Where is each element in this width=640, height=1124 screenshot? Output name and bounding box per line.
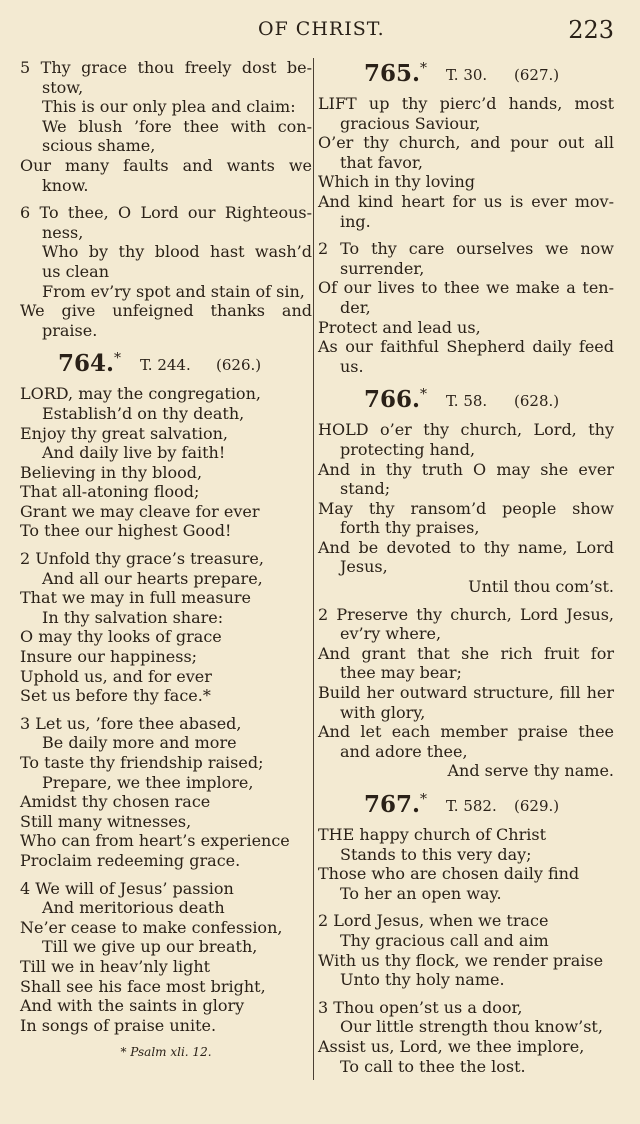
verse-line: praise.	[42, 320, 98, 340]
verse-line: And in thy truth O may she ever	[318, 459, 614, 479]
running-title: OF CHRIST.	[258, 18, 385, 40]
asterisk-mark: *	[420, 791, 428, 808]
verse-line: 6 To thee, O Lord our Righteous-	[20, 203, 312, 223]
verse-line: 4 We will of Jesus’ passion	[20, 878, 234, 898]
stanza-gap	[318, 376, 614, 384]
verse-line: And grant that she rich fruit for	[318, 643, 614, 663]
verse-line: Unto thy holy name.	[340, 970, 505, 990]
verse-line: protecting hand,	[340, 439, 476, 459]
verse-line: O’er thy church, and pour out all	[318, 133, 614, 153]
verse-line: Set us before thy face.*	[20, 686, 211, 706]
verse-line: ness,	[42, 222, 84, 242]
verse-line: 5 Thy grace thou freely dost be-	[20, 58, 312, 77]
hymn-heading	[318, 789, 614, 825]
verse-line: To call to thee the lost.	[340, 1056, 526, 1076]
verse-line: LORD, may the congregation,	[20, 384, 261, 404]
verse-line: 3 Let us, ’fore thee abased,	[20, 713, 242, 733]
cross-reference: (629.)	[514, 797, 560, 815]
stanza-gap	[20, 541, 312, 549]
verse-line: That all-atoning flood;	[20, 482, 200, 502]
verse-line: gracious Saviour,	[340, 113, 481, 133]
verse-line: forth thy praises,	[340, 518, 480, 538]
page-header	[0, 18, 640, 48]
verse-line: Assist us, Lord, we thee implore,	[318, 1036, 585, 1056]
verse-line: That we may in full measure	[20, 588, 251, 608]
verse-line: 2 Lord Jesus, when we trace	[318, 911, 549, 931]
asterisk-mark: *	[420, 60, 428, 77]
verse-line: Which in thy loving	[318, 172, 476, 192]
verse-line: Until thou com’st.	[468, 577, 614, 597]
verse-line: And serve thy name.	[447, 761, 614, 781]
verse-line: Grant we may cleave for ever	[20, 501, 260, 521]
verse-line: In songs of praise unite.	[20, 1015, 217, 1035]
footnote: * Psalm xli. 12.	[120, 1045, 212, 1060]
verse-line: with glory,	[340, 702, 426, 722]
stanza-gap	[20, 340, 312, 348]
verse-line: Stands to this very day;	[340, 844, 532, 864]
verse-line: We give unfeigned thanks and	[20, 301, 312, 321]
verse-line: May thy ransom’d people show	[318, 498, 614, 518]
verse-line: 2 To thy care ourselves we now	[318, 239, 614, 259]
verse-line: In thy salvation share:	[42, 607, 224, 627]
verse-line: O may thy looks of grace	[20, 627, 222, 647]
hymn-heading	[20, 348, 312, 384]
verse-line: 3 Thou open’st us a door,	[318, 997, 523, 1017]
left-column	[20, 58, 312, 1059]
hymn-heading	[318, 384, 614, 420]
verse-line: With us thy flock, we render praise	[318, 950, 604, 970]
stanza-gap	[20, 195, 312, 203]
verse-line: And daily live by faith!	[42, 443, 226, 463]
tune-number: T. 244.	[140, 356, 191, 375]
verse-line: Establish’d on thy death,	[42, 403, 245, 423]
verse-line: 2 Preserve thy church, Lord Jesus,	[318, 604, 614, 624]
verse-line: Build her outward structure, fill her	[318, 683, 614, 703]
right-column	[318, 58, 614, 1076]
hymn-heading	[318, 58, 614, 94]
verse-line: And meritorious death	[42, 898, 225, 918]
verse-line: To thee our highest Good!	[20, 521, 232, 541]
verse-line: surrender,	[340, 258, 425, 278]
cross-reference: (627.)	[514, 66, 560, 84]
verse-line: And let each member praise thee	[318, 722, 614, 742]
verse-line: We blush ’fore thee with con-	[42, 116, 312, 136]
verse-line: Till we give up our breath,	[42, 937, 258, 957]
verse-line: Be daily more and more	[42, 733, 237, 753]
tune-number: T. 30.	[446, 66, 488, 84]
verse-line: Prepare, we thee implore,	[42, 772, 254, 792]
verse-line: 2 Unfold thy grace’s treasure,	[20, 549, 264, 569]
stanza-gap	[20, 706, 312, 714]
verse-line: THE happy church of Christ	[318, 825, 547, 844]
verse-line: From ev’ry spot and stain of sin,	[42, 281, 305, 301]
stanza-gap	[318, 781, 614, 789]
verse-line: Enjoy thy great salvation,	[20, 423, 228, 443]
verse-line: As our faithful Shepherd daily feed	[318, 337, 614, 357]
tune-number: T. 58.	[446, 392, 488, 411]
verse-line: that favor,	[340, 152, 423, 172]
cross-reference: (626.)	[216, 356, 262, 375]
verse-line: LIFT up thy pierc’d hands, most	[318, 94, 614, 113]
verse-line: Who can from heart’s experience	[20, 831, 290, 851]
verse-line: Still many witnesses,	[20, 811, 192, 831]
verse-line: And kind heart for us is ever mov-	[318, 191, 614, 211]
verse-line: scious shame,	[42, 136, 156, 156]
verse-line: Our little strength thou know’st,	[340, 1017, 603, 1037]
verse-line: HOLD o’er thy church, Lord, thy	[318, 420, 614, 440]
verse-line: Amidst thy chosen race	[20, 792, 211, 812]
verse-line: And with the saints in glory	[20, 996, 245, 1016]
hymn-number-text: 766.	[364, 386, 421, 414]
verse-line: Who by thy blood hast wash’d	[42, 242, 312, 262]
verse-line: us clean	[42, 261, 109, 281]
hymn-number	[364, 60, 427, 87]
hymn-number-text: 764.	[58, 350, 115, 378]
verse-line: To taste thy friendship raised;	[20, 753, 264, 772]
verse-line: know.	[42, 175, 89, 195]
tune-number: T. 582.	[446, 797, 497, 815]
hymn-number-text: 765.	[364, 60, 421, 87]
verse-line: Those who are chosen daily find	[318, 864, 580, 884]
page-number: 223	[568, 16, 614, 44]
verse-line: And be devoted to thy name, Lord	[318, 537, 614, 557]
verse-line: This is our only plea and claim:	[42, 97, 296, 117]
asterisk-mark: *	[420, 386, 428, 403]
verse-line: ing.	[340, 211, 371, 231]
hymn-number	[364, 791, 427, 818]
hymn-number	[364, 386, 427, 413]
verse-line: Ne’er cease to make confession,	[20, 917, 283, 937]
verse-line: Insure our happiness;	[20, 647, 198, 667]
verse-line: stand;	[340, 479, 391, 499]
verse-line: us.	[340, 356, 364, 376]
cross-reference: (628.)	[514, 392, 560, 411]
verse-line: Our many faults and wants we	[20, 155, 312, 175]
stanza-gap	[318, 231, 614, 239]
verse-line: Protect and lead us,	[318, 317, 481, 337]
verse-line: and adore thee,	[340, 741, 468, 761]
stanza-gap	[318, 990, 614, 998]
hymn-number	[58, 350, 121, 377]
verse-line: Proclaim redeeming grace.	[20, 850, 241, 870]
verse-line: Shall see his face most bright,	[20, 976, 266, 996]
verse-line: Believing in thy blood,	[20, 462, 203, 482]
verse-line: Thy gracious call and aim	[340, 930, 549, 950]
column-divider	[313, 58, 314, 1080]
verse-line: Till we in heav’nly light	[20, 956, 211, 976]
verse-line: Of our lives to thee we make a ten-	[318, 278, 614, 298]
stanza-gap	[20, 871, 312, 879]
verse-line: Uphold us, and for ever	[20, 666, 212, 686]
verse-line: And all our hearts prepare,	[42, 568, 263, 588]
verse-line: der,	[340, 297, 371, 317]
stanza-gap	[318, 597, 614, 605]
verse-line: Jesus,	[340, 557, 388, 577]
verse-line: thee may bear;	[340, 663, 462, 683]
stanza-gap	[318, 903, 614, 911]
asterisk-mark: *	[114, 350, 122, 367]
verse-line: stow,	[42, 77, 84, 97]
hymn-number-text: 767.	[364, 791, 421, 818]
verse-line: To her an open way.	[340, 883, 502, 903]
verse-line: ev’ry where,	[340, 624, 442, 644]
